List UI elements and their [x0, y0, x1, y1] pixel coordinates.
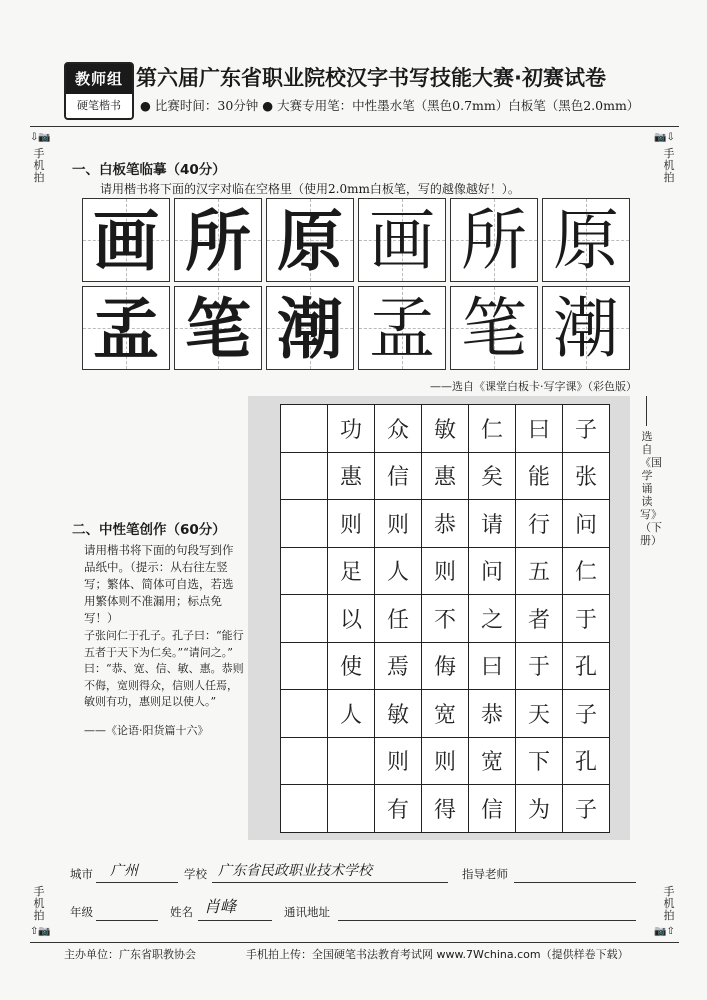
camera-icon: ⇩📷: [30, 132, 51, 143]
grid-cell[interactable]: 下: [516, 737, 563, 785]
grid-cell[interactable]: 问: [469, 547, 516, 595]
handwritten-char: 潮: [553, 290, 619, 367]
section1-source: ——选自《课堂白板卡·写字课》（彩色版）: [430, 380, 637, 393]
model-char: 笔: [185, 290, 251, 368]
grid-cell[interactable]: 则: [422, 737, 469, 785]
group-badge: [64, 62, 134, 120]
grid-cell[interactable]: [281, 595, 328, 643]
grid-cell[interactable]: 以: [328, 595, 375, 643]
grid-cell[interactable]: [281, 547, 328, 595]
model-char: 原: [277, 202, 343, 280]
grid-cell[interactable]: [281, 500, 328, 548]
grid-cell[interactable]: [281, 690, 328, 738]
handwritten-char: 画: [369, 202, 435, 279]
grid-cell[interactable]: 焉: [375, 642, 422, 690]
grid-cell[interactable]: 曰: [516, 405, 563, 453]
grid-cell[interactable]: 信: [375, 452, 422, 500]
grid-cell[interactable]: 五: [516, 547, 563, 595]
grid-cell[interactable]: [328, 737, 375, 785]
grid-cell[interactable]: 敏: [422, 405, 469, 453]
grid-cell[interactable]: 者: [516, 595, 563, 643]
grid-cell[interactable]: [328, 785, 375, 833]
grid-cell[interactable]: 则: [375, 500, 422, 548]
model-cell: [266, 198, 354, 282]
handwritten-char: 原: [553, 202, 619, 279]
grid-cell[interactable]: 不: [422, 595, 469, 643]
grid-cell[interactable]: 功: [328, 405, 375, 453]
address-label: 通讯地址: [284, 905, 330, 919]
grid-cell[interactable]: 仁: [469, 405, 516, 453]
source-rule: [646, 396, 647, 426]
grid-row: [281, 642, 610, 690]
exam-subtitle: ● 比赛时间：30分钟 ● 大赛专用笔：中性墨水笔（黑色0.7mm）白板笔（黑色2.0mm）: [140, 98, 640, 113]
advisor-label: 指导老师: [462, 867, 508, 881]
model-cell: [174, 286, 262, 370]
grid-cell[interactable]: 仁: [563, 547, 610, 595]
grid-cell[interactable]: [281, 737, 328, 785]
grade-label: 年级: [70, 905, 93, 919]
section1-instruction: 请用楷书将下面的汉字对临在空格里（使用2.0mm白板笔，写的越像越好！）。: [100, 182, 520, 196]
name-value: 肖峰: [204, 897, 237, 916]
name-label: 姓名: [170, 905, 193, 919]
grid-cell[interactable]: 矣: [469, 452, 516, 500]
grid-cell[interactable]: 则: [328, 500, 375, 548]
grid-cell[interactable]: 子: [563, 690, 610, 738]
copy-cell[interactable]: [542, 198, 630, 282]
camera-icon: 📷⇩: [654, 132, 675, 143]
badge-bottom-label: 硬笔楷书: [77, 99, 121, 112]
grid-cell[interactable]: 为: [516, 785, 563, 833]
grid-cell[interactable]: 宽: [422, 690, 469, 738]
model-cell: [174, 198, 262, 282]
grid-cell[interactable]: 则: [375, 737, 422, 785]
model-cell: [266, 286, 354, 370]
analects-quote: 子张问仁于孔子。孔子曰：“能行五者于天下为仁矣。”“请问之。” 曰：“恭、宽、信、敏、惠。恭则不侮，宽则得众，信则人任焉，敏则有功，惠则足以使人。”: [84, 629, 244, 708]
grid-cell[interactable]: 张: [563, 452, 610, 500]
advisor-field[interactable]: [514, 864, 636, 883]
school-field[interactable]: [212, 864, 448, 883]
grid-row: [281, 785, 610, 833]
side-mark-top-left: 手机拍: [33, 147, 45, 184]
camera-icon: ⇧📷: [30, 926, 51, 937]
camera-icon: 📷⇧: [654, 926, 675, 937]
grid-cell[interactable]: 子: [563, 785, 610, 833]
grid-cell[interactable]: 足: [328, 547, 375, 595]
grid-cell[interactable]: 宽: [469, 737, 516, 785]
city-value: 广州: [110, 863, 138, 879]
copy-cell[interactable]: [450, 286, 538, 370]
grid-row: [281, 452, 610, 500]
grid-cell[interactable]: 于: [563, 595, 610, 643]
handwritten-char: 孟: [369, 290, 435, 367]
model-char: 画: [93, 202, 159, 280]
grid-cell[interactable]: 于: [516, 642, 563, 690]
grade-field[interactable]: [96, 902, 158, 921]
grid-cell[interactable]: 使: [328, 642, 375, 690]
grid-cell[interactable]: 恭: [422, 500, 469, 548]
model-char: 孟: [93, 290, 159, 368]
section1-heading: 一、白板笔临摹（40分）: [72, 162, 226, 178]
grid-cell[interactable]: 问: [563, 500, 610, 548]
header-divider: [30, 126, 679, 127]
grid-row: [281, 737, 610, 785]
city-field[interactable]: [96, 864, 178, 883]
section2-heading: 二、中性笔创作（60分）: [72, 522, 226, 538]
school-value: 广东省民政职业技术学校: [218, 863, 372, 879]
model-cell: [82, 286, 170, 370]
grid-row: [281, 500, 610, 548]
grid-cell[interactable]: 孔: [563, 642, 610, 690]
side-mark-bottom-left: 手机拍: [33, 885, 45, 922]
grid-cell[interactable]: 请: [469, 500, 516, 548]
organizer-text: 主办单位：广东省职教协会: [64, 948, 196, 961]
copy-cell[interactable]: [542, 286, 630, 370]
quote-source: ——《论语·阳货篇十六》: [84, 724, 209, 737]
copy-cell[interactable]: [450, 198, 538, 282]
handwritten-char: 笔: [461, 290, 527, 367]
grid-cell[interactable]: 能: [516, 452, 563, 500]
grid-cell[interactable]: 之: [469, 595, 516, 643]
grid-cell[interactable]: 曰: [469, 642, 516, 690]
model-char: 潮: [277, 290, 343, 368]
grid-cell[interactable]: 子: [563, 405, 610, 453]
city-label: 城市: [70, 867, 93, 881]
grid-cell[interactable]: [281, 785, 328, 833]
grid-row: [281, 547, 610, 595]
grid-cell[interactable]: [281, 405, 328, 453]
model-cell: [82, 198, 170, 282]
section2-instruction: 请用楷书将下面的句段写到作品纸中。（提示：从右往左竖写；繁体、简体可自选，若选用繁体则不准漏用；标点免写！）: [84, 543, 234, 625]
model-char: 所: [185, 202, 251, 280]
exam-title: 第六届广东省职业院校汉字书写技能大赛·初赛试卷: [136, 66, 606, 90]
side-mark-top-right: 手机拍: [663, 147, 675, 184]
grid-cell[interactable]: 天: [516, 690, 563, 738]
name-field[interactable]: [198, 897, 272, 921]
copy-grid-row1: [82, 198, 630, 282]
grid-row: [281, 595, 610, 643]
grid-cell[interactable]: 侮: [422, 642, 469, 690]
grid-cell[interactable]: 则: [422, 547, 469, 595]
grid-cell[interactable]: 得: [422, 785, 469, 833]
address-field[interactable]: [338, 902, 636, 921]
writing-grid: [280, 404, 610, 833]
grid-cell[interactable]: 行: [516, 500, 563, 548]
badge-top-label: 教师组: [66, 64, 132, 94]
copy-cell[interactable]: [358, 286, 446, 370]
grid-cell[interactable]: 众: [375, 405, 422, 453]
grid-cell[interactable]: 人: [328, 690, 375, 738]
side-mark-bottom-right: 手机拍: [663, 885, 675, 922]
footer-divider: [30, 942, 679, 943]
grid-cell[interactable]: 恭: [469, 690, 516, 738]
copy-cell[interactable]: [358, 198, 446, 282]
grid-row: [281, 405, 610, 453]
upload-text: 手机拍上传：全国硬笔书法教育考试网 www.7Wchina.com（提供样卷下载）: [246, 948, 629, 961]
grid-cell[interactable]: 人: [375, 547, 422, 595]
grid-cell[interactable]: 任: [375, 595, 422, 643]
section2-vertical-source: 选自《国学诵读写》（下册）: [640, 430, 662, 547]
grid-cell[interactable]: 敏: [375, 690, 422, 738]
copy-grid-row2: [82, 286, 630, 370]
grid-cell[interactable]: 孔: [563, 737, 610, 785]
grid-cell[interactable]: [281, 642, 328, 690]
grid-cell[interactable]: 惠: [328, 452, 375, 500]
grid-cell[interactable]: 惠: [422, 452, 469, 500]
school-label: 学校: [184, 867, 207, 881]
handwritten-char: 所: [461, 202, 527, 279]
grid-cell[interactable]: 有: [375, 785, 422, 833]
grid-cell[interactable]: 信: [469, 785, 516, 833]
grid-cell[interactable]: [281, 452, 328, 500]
grid-row: [281, 690, 610, 738]
